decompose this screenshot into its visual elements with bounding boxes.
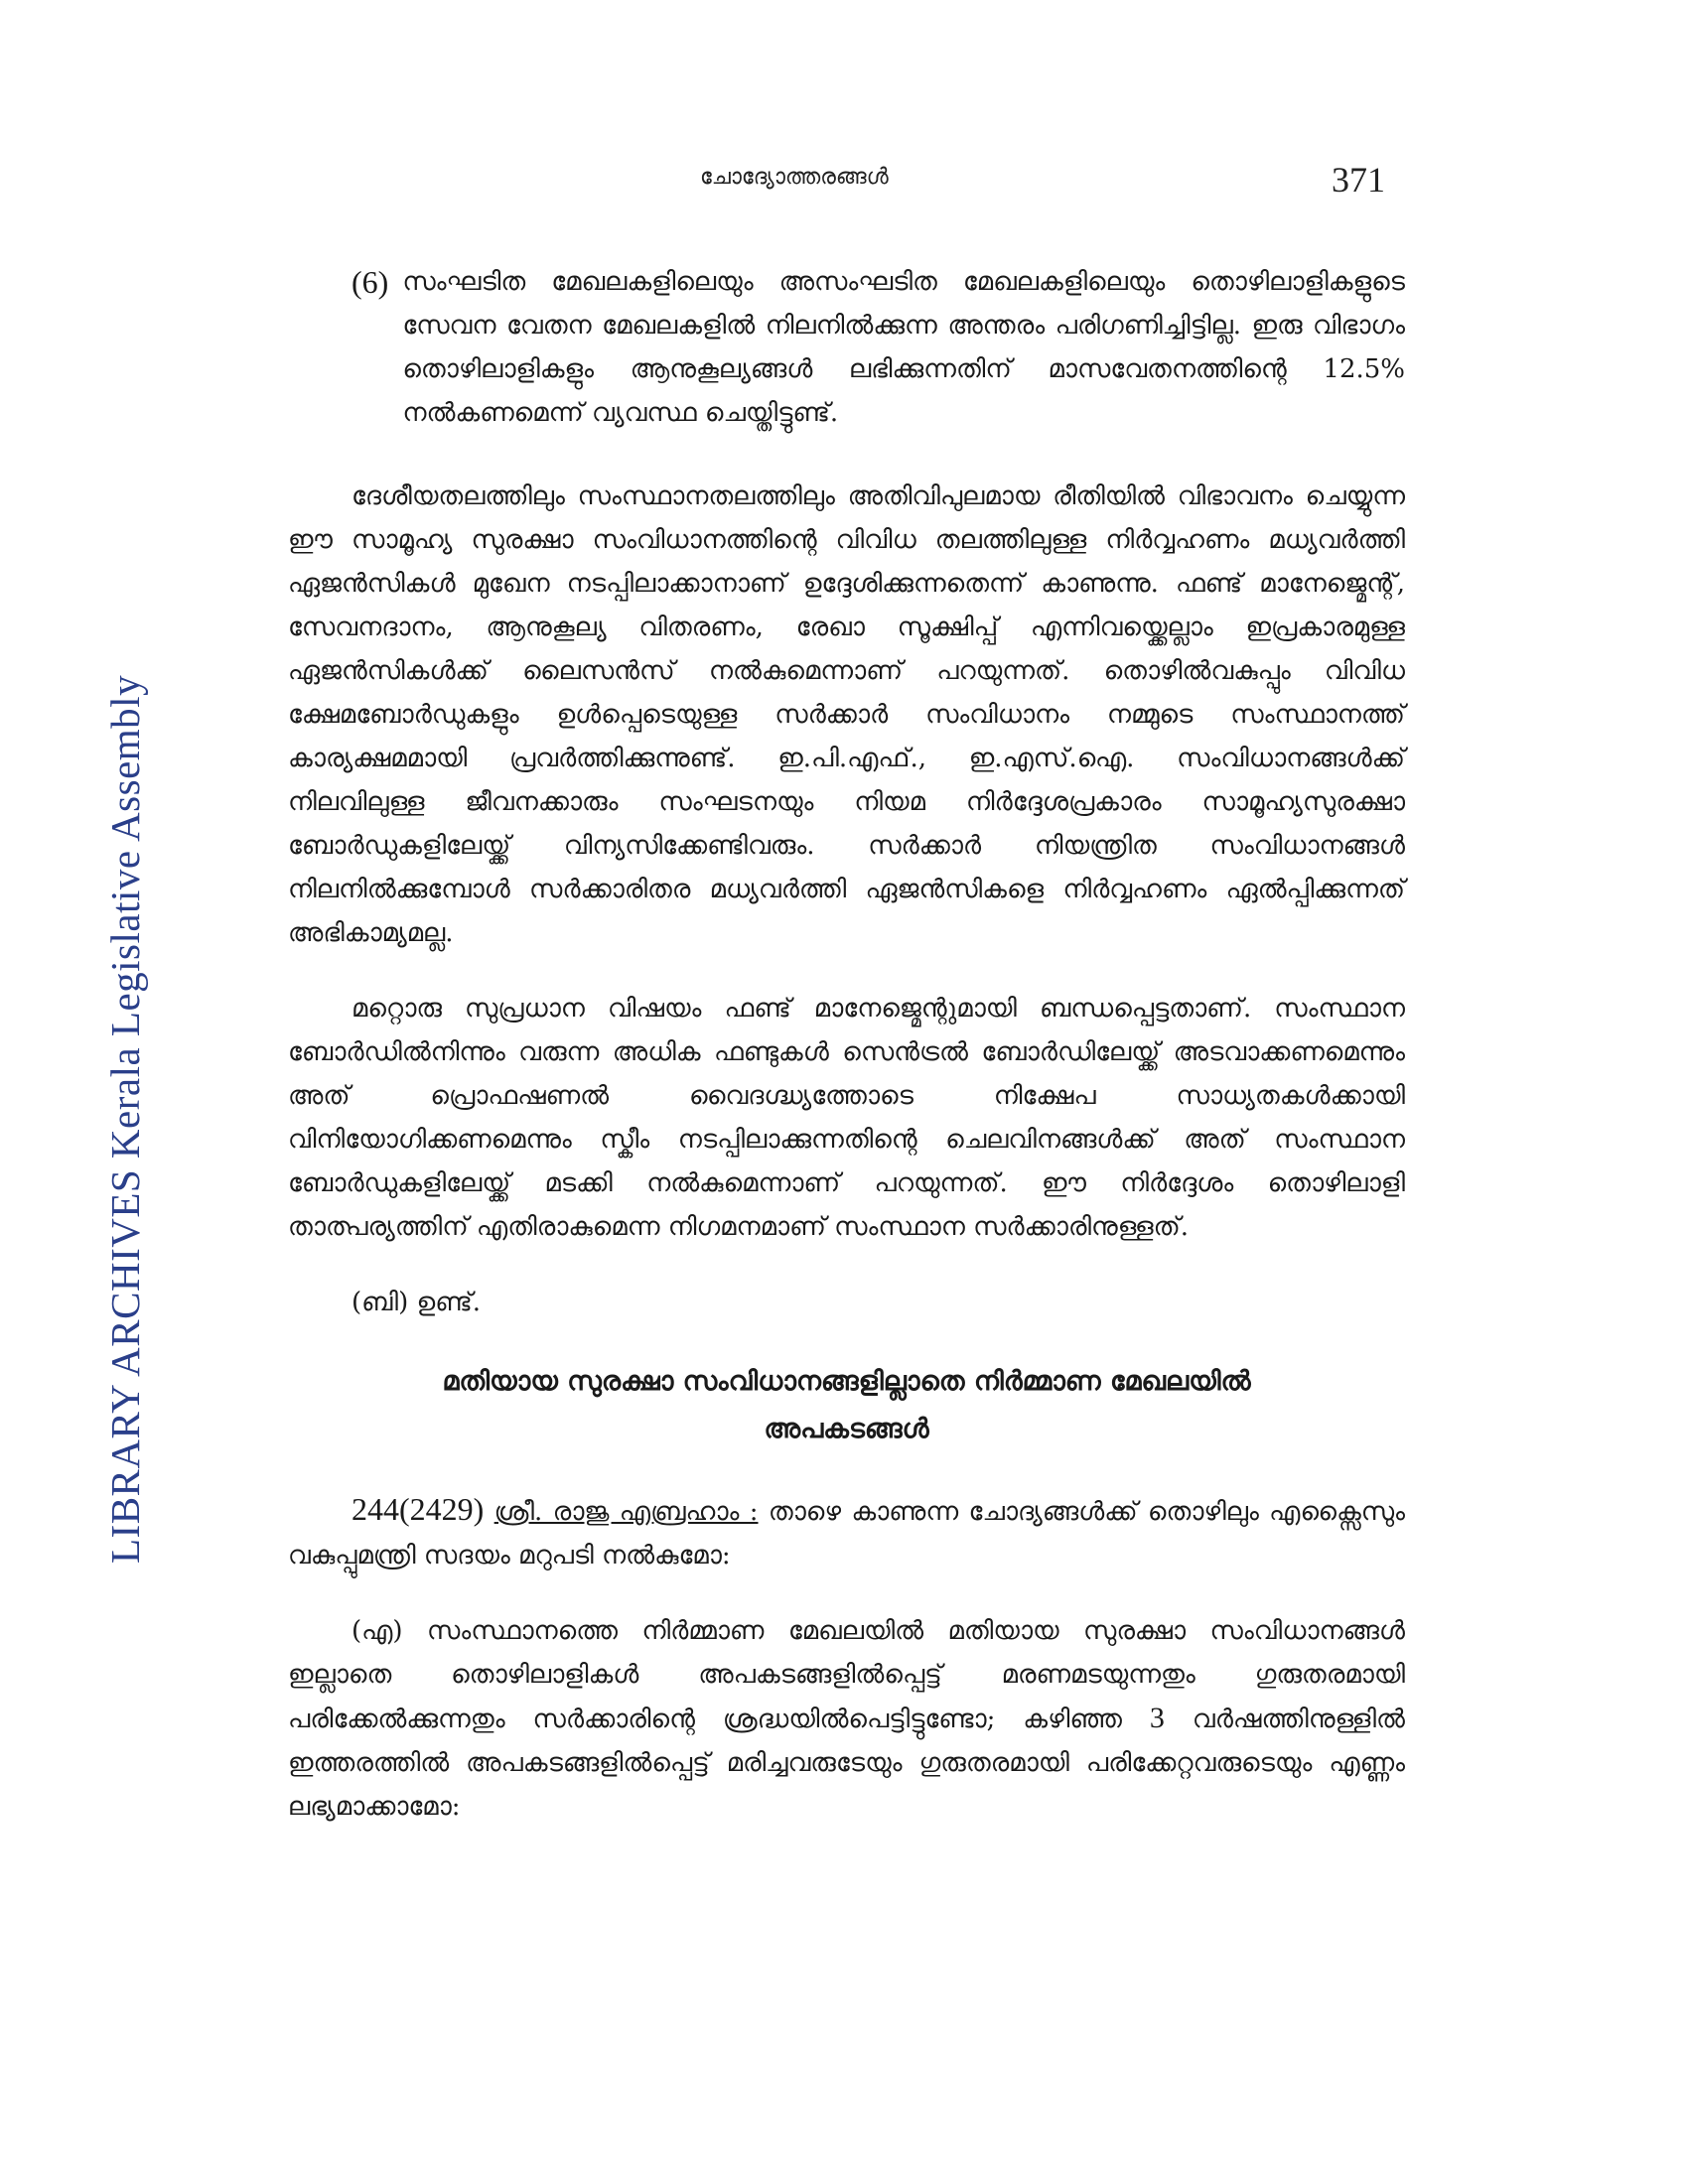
answer-b: (ബി) ഉണ്ട്. — [352, 1288, 482, 1317]
paragraph-fund-management: മറ്റൊരു സുപ്രധാന വിഷയം ഫണ്ട് മാനേജ്മെന്റുമായി ബന്ധപ്പെട്ടതാണ്. സംസ്ഥാന ബോർഡിൽനിന്നും വരുന്ന അധിക ഫണ്ടുകൾ സെൻട്രൽ ബോർഡിലേയ്ക്ക് അടവാക്കണമെന്നും അത് പ്രൊഫഷണൽ വൈദഗ്ദ്ധ്യത്തോടെ നിക്ഷേപ സാധ്യതകൾക്കായി വിനിയോഗിക്കണമെന്നും സ്കീം നടപ്പിലാക്കുന്നതിന്റെ ചെലവിനങ്ങൾക്ക് അത് സംസ്ഥാന ബോർഡുകളിലേയ്ക്ക് മടക്കി നൽകുമെന്നാണ് പറയുന്നത്. ഈ നിർദ്ദേശം തൊഴിലാളി താത്പര്യത്തിന് എതിരാകുമെന്ന നിഗമനമാണ് സംസ്ഥാന സർക്കാരിനുള്ളത്. — [288, 994, 1405, 1242]
question-a-part-1: (എ) സംസ്ഥാനത്തെ നിർമ്മാണ മേഖലയിൽ മതിയായ സുരക്ഷാ സംവിധാനങ്ങൾ ഇല്ലാതെ തൊഴിലാളികൾ അപകടങ്ങളിൽപ്പെട്ട് മരണമടയുന്നതും ഗുരുതരമായി പരിക്കേൽക്കുന്നതും സർക്കാരിന്റെ ശ്രദ്ധയിൽപെട്ടിട്ടുണ്ടോ; കഴിഞ്ഞ — [288, 1616, 1405, 1734]
heading-line-1: മതിയായ സുരക്ഷാ സംവിധാനങ്ങളില്ലാതെ നിർമ്മാണ മേഖലയിൽ — [442, 1366, 1251, 1397]
question-number: 244(2429) — [352, 1491, 485, 1527]
running-title: ചോദ്യോത്തരങ്ങൾ — [700, 165, 889, 190]
question-text: താഴെ കാണുന്ന ചോദ്യങ്ങൾക്ക് തൊഴിലും എക്സൈസും വകുപ്പുമന്ത്രി സദയം മറുപടി നൽകുമോ: — [288, 1497, 1405, 1570]
paragraph-national-scheme: ദേശീയതലത്തിലും സംസ്ഥാനതലത്തിലും അതിവിപുലമായ രീതിയിൽ വിഭാവനം ചെയ്യുന്ന ഈ സാമൂഹ്യ സുരക്ഷാ സംവിധാനത്തിന്റെ വിവിധ തലത്തിലുള്ള നിർവ്വഹണം മധ്യവർത്തി ഏജൻസികൾ മുഖേന നടപ്പിലാക്കാനാണ് ഉദ്ദേശിക്കുന്നതെന്ന് കാണുന്നു. ഫണ്ട് മാനേജ്മെന്റ്, സേവനദാനം, ആനുകൂല്യ വിതരണം, രേഖാ സൂക്ഷിപ്പ് എന്നിവയ്ക്കെല്ലാം ഇപ്രകാരമുള്ള ഏജൻസികൾക്ക് ലൈസൻസ് നൽകുമെന്നാണ് പറയുന്നത്. തൊഴിൽവകുപ്പും വിവിധ ക്ഷേമബോർഡുകളും ഉൾപ്പെടെയുള്ള സർക്കാർ സംവിധാനം നമ്മുടെ സംസ്ഥാനത്ത് കാര്യക്ഷമമായി പ്രവർത്തിക്കുന്നുണ്ട്. ഇ.പി.എഫ്., ഇ.എസ്.ഐ. സംവിധാനങ്ങൾക്ക് നിലവിലുള്ള ജീവനക്കാരും സംഘടനയും നിയമ നിർദ്ദേശപ്രകാരം സാമൂഹ്യസുരക്ഷാ ബോർഡുകളിലേയ്ക്ക് വിന്യസിക്കേണ്ടിവരും. സർക്കാർ നിയന്ത്രിത സംവിധാനങ്ങൾ നിലനിൽക്കുമ്പോൾ സർക്കാരിതര മധ്യവർത്തി ഏജൻസികളെ നിർവ്വഹണം ഏൽപ്പിക്കുന്നത് അഭികാമ്യമല്ല. — [288, 481, 1405, 948]
question-heading — [288, 1358, 1405, 1453]
question-a-part-2: വർഷത്തിനുള്ളിൽ ഇത്തരത്തിൽ അപകടങ്ങളിൽപ്പെട്ട് മരിച്ചവരുടേയും ഗുരുതരമായി പരിക്കേറ്റവരുടെയും എണ്ണം ലഭ്യമാക്കാമോ: — [288, 1705, 1405, 1822]
item-marker: (6) — [352, 264, 389, 300]
answer-item-6 — [288, 260, 1405, 435]
question-intro — [288, 1487, 1405, 1577]
question-asker: ശ്രീ. രാജു എബ്രഹാം : — [493, 1497, 759, 1527]
archive-watermark: LIBRARY ARCHIVES Kerala Legislative Assembly — [102, 674, 148, 1564]
question-a — [288, 1609, 1405, 1829]
item-6-text: സംഘടിത മേഖലകളിലെയും അസംഘടിത മേഖലകളിലെയും തൊഴിലാളികളുടെ സേവന വേതന മേഖലകളിൽ നിലനിൽക്കുന്ന അന്തരം പരിഗണിച്ചിട്ടില്ല. ഇരു വിഭാഗം തൊഴിലാളികളും ആനുകൂല്യങ്ങൾ ലഭിക്കുന്നതിന് മാസവേതനത്തിന്റെ 12.5% നൽകണമെന്ന് വ്യവസ്ഥ ചെയ്തിട്ടുണ്ട്. — [402, 267, 1405, 428]
heading-line-2: അപകടങ്ങൾ — [764, 1414, 929, 1444]
page-number: 371 — [1332, 160, 1385, 200]
page-body — [288, 260, 1405, 1829]
question-a-number: 3 — [1149, 1702, 1165, 1734]
